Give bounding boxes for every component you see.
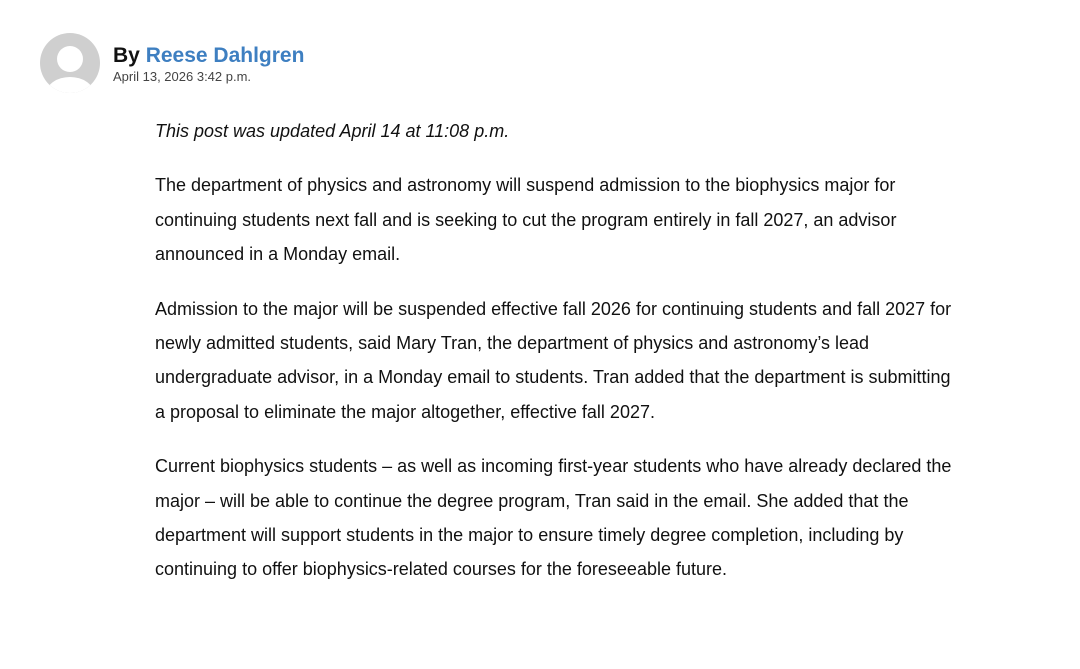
- article-paragraph-1: The department of physics and astronomy will suspend admission to the biophysics major for continuing students next fall and is seeking to cut the program entirely in fall 2027, an advisor announced in a Monday email.: [155, 175, 897, 265]
- article-paragraph-2: Admission to the major will be suspended effective fall 2026 for continuing students and fall 2027 for newly admitted students, said Mary Tran, the department of physics and astronomy’s lead undergraduate advisor, in a Monday email to students. Tran added that the department is submitting a proposal to eliminate the major altogether, effective fall 2027.: [155, 298, 952, 422]
- author-link[interactable]: Reese Dahlgren: [145, 44, 305, 67]
- author-line: [113, 43, 304, 69]
- update-note: This post was updated April 14 at 11:08 p.m.: [155, 121, 510, 141]
- byline-prefix: By: [113, 44, 140, 67]
- byline: [40, 33, 304, 93]
- default-user-avatar-icon: [40, 33, 100, 93]
- byline-text: [113, 33, 304, 84]
- publish-date: April 13, 2026 3:42 p.m.: [113, 69, 252, 84]
- article-paragraph-3: Current biophysics students – as well as incoming first-year students who have already declared the major – will be able to continue the degree program, Tran said in the email. She added that the department will support students in the major to ensure timely degree completion, including by continuing to offer biophysics-related courses for the foreseeable future.: [155, 456, 952, 580]
- article-body: [155, 114, 955, 607]
- avatar-shoulders-shape: [46, 77, 94, 93]
- avatar-head-shape: [57, 46, 83, 72]
